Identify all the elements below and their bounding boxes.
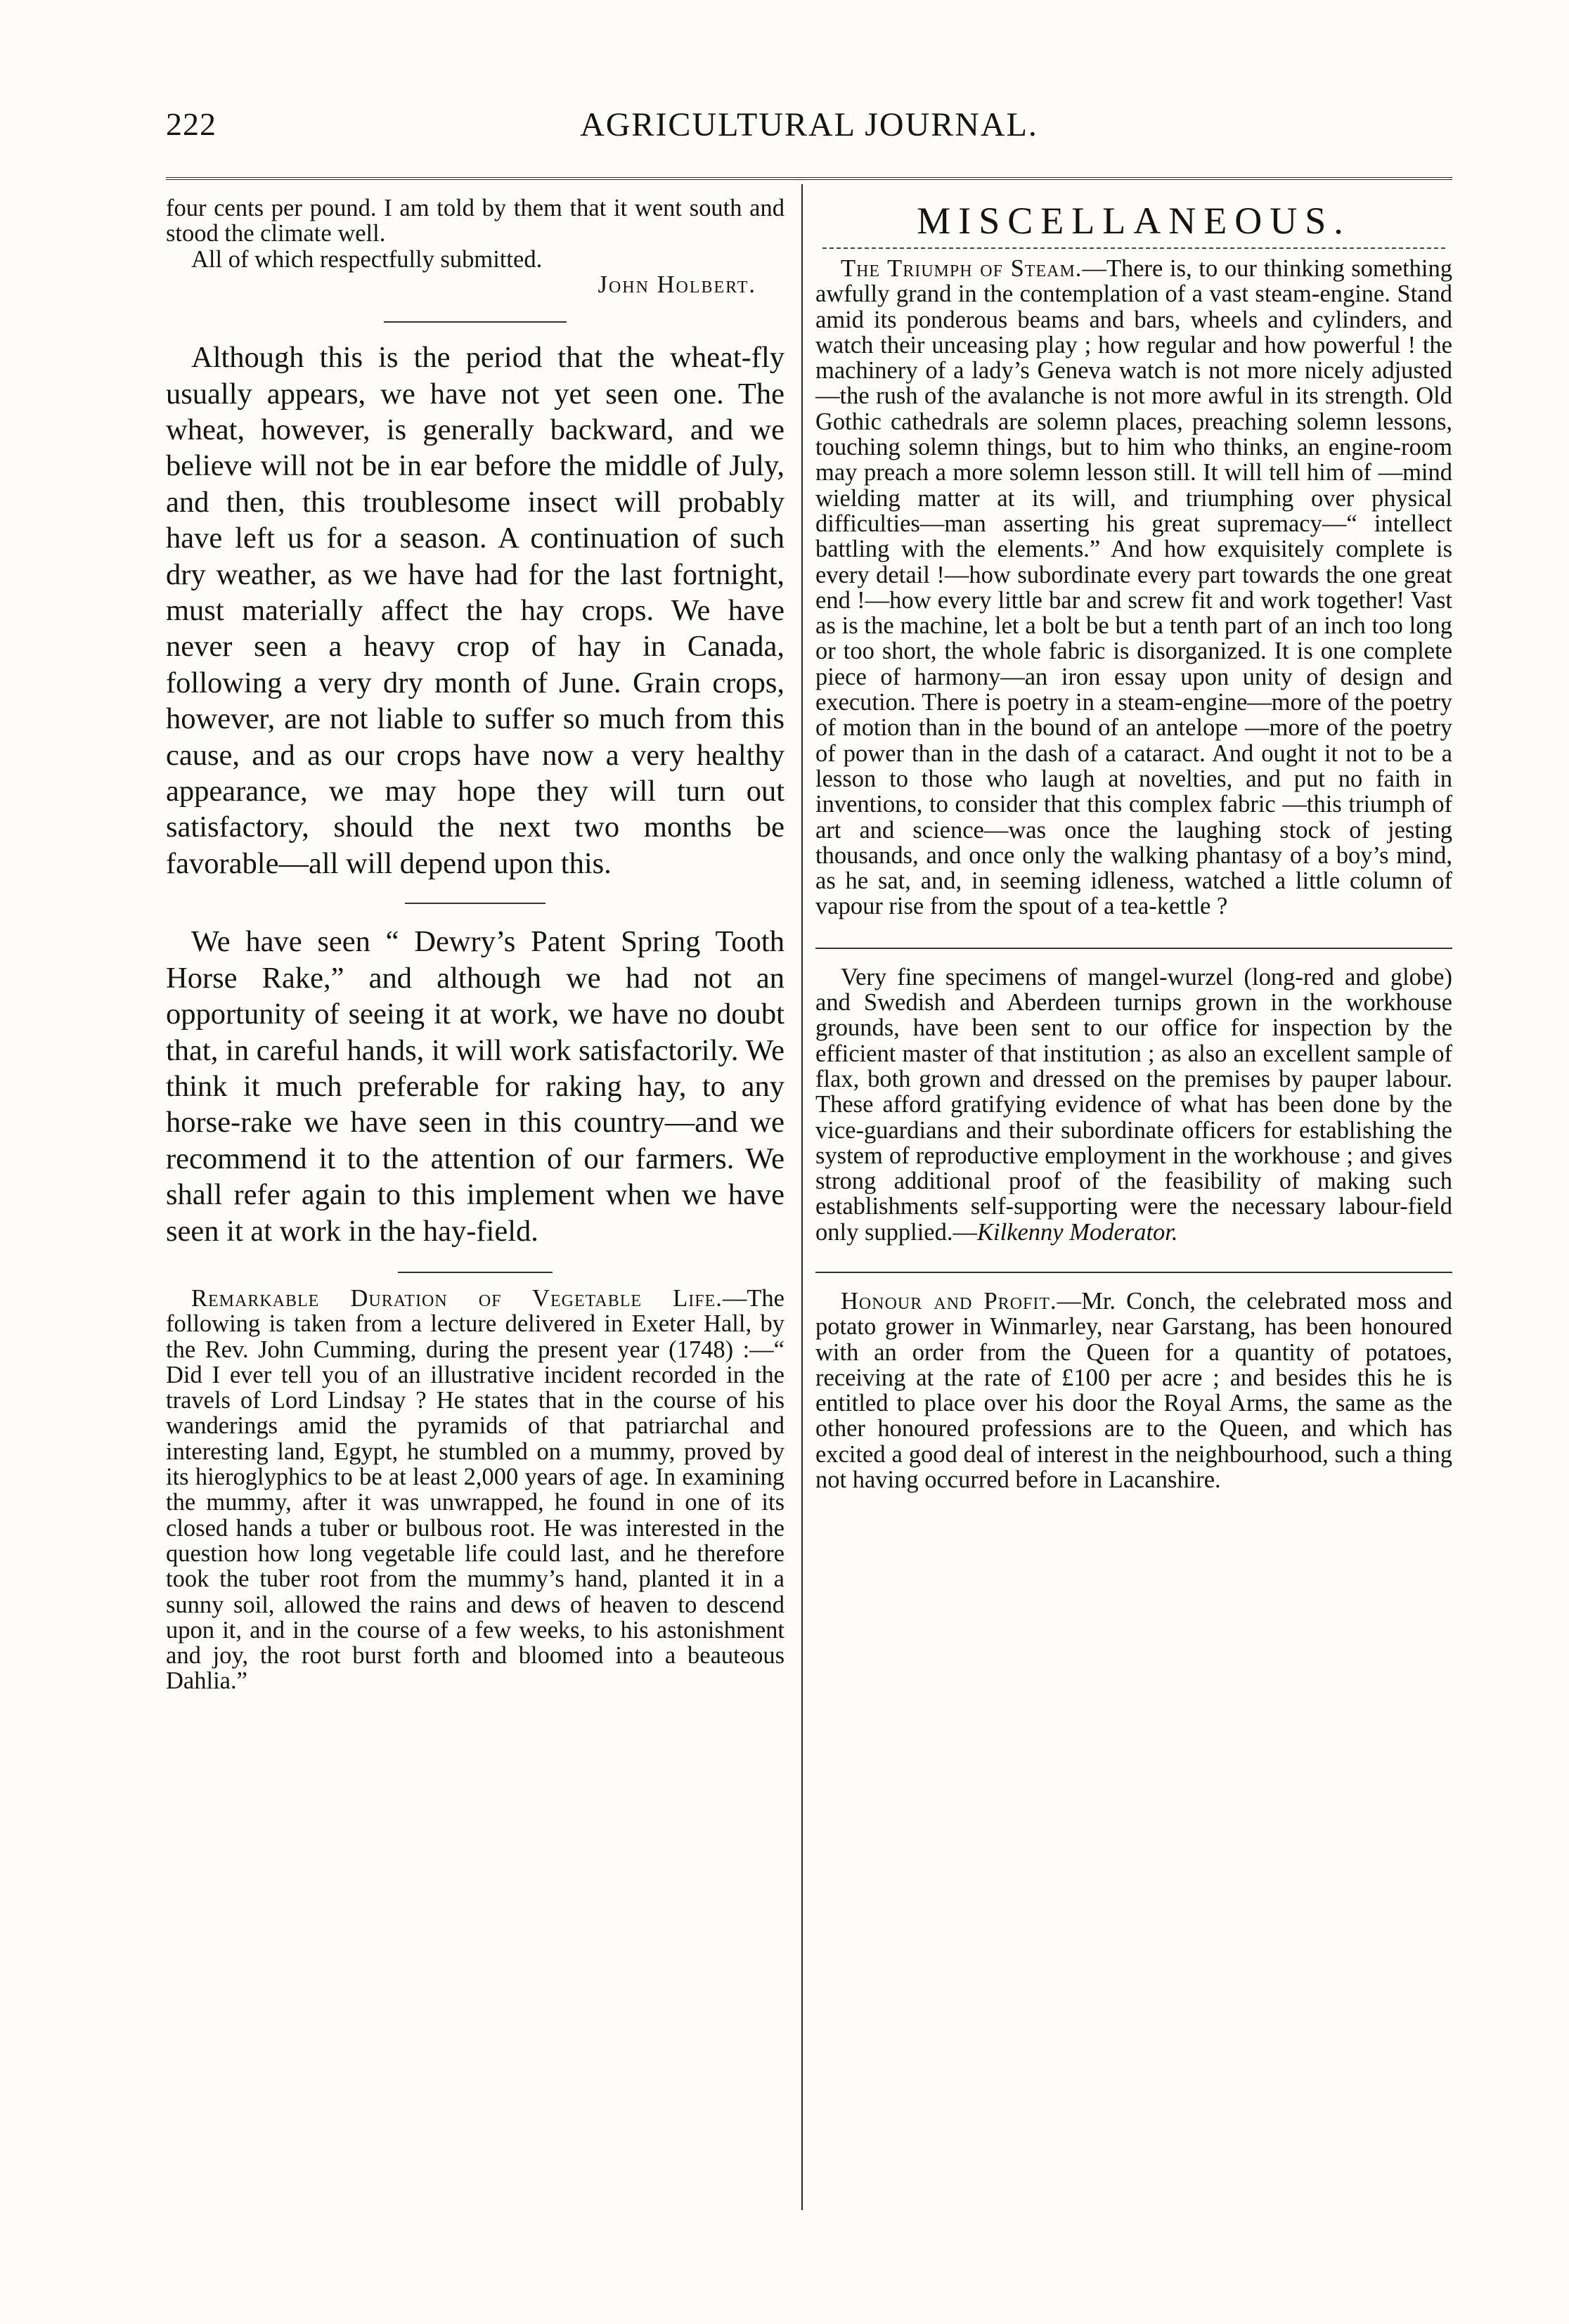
page-header (166, 105, 1452, 159)
journal-title: AGRICULTURAL JOURNAL. (580, 106, 1038, 143)
letter-closing: All of which respectfully submitted. (191, 245, 543, 273)
section-title: MISCELLANEOUS. (917, 200, 1351, 242)
horse-rake-paragraph: We have seen “ Dewry’s Patent Spring Tooth Horse Rake,” and although we had not an opportunity of seeing it at work, we have no doubt that, in careful hands, it will work satisfactorily. We think it much preferable for raking hay, to any horse-rake we have seen in this country—and we recommend it to the attention of our farmers. We shall refer again to this implement when we have seen it at work in the hay-field. (166, 925, 784, 1248)
header-rule (166, 177, 1452, 180)
vegetable-life-body: —The following is taken from a lecture delivered in Exeter Hall, by the Rev. John Cumming, during the present year (1748) :—“ Did I ever tell you of an illustrative incident recorded in the travels of Lord Lindsay ? He states that in the course of his wanderings amid the pyramids of that patriarchal and interesting land, Egypt, he stumbled on a mummy, proved by its hieroglyphics to be at least 2,000 years of age. In examining the mummy, after it was unwrapped, he found in one of its closed hands a tuber or bulbous root. He was interested in the question how long vegetable life could last, and he therefore took the tuber root from the mummy’s hand, planted it in a sunny soil, allowed the rains and dews of heaven to descend upon it, and in the course of a few weeks, to his astonishment and joy, the root burst forth and bloomed into a beauteous Dahlia.” (166, 1284, 784, 1695)
vegetable-life-article (166, 1286, 784, 1694)
steam-body: —There is, to our thinking something awfully grand in the contemplation of a vast steam-engine. Stand amid its ponderous beams and bars, wheels and cylinders, and watch their unceasing play ; how regular and how powerful ! the machinery of a lady’s Geneva watch is not more nicely adjusted—the rush of the avalanche is not more awful in its strength. Old Gothic cathedrals are solemn places, preaching solemn lessons, touching solemn things, but to him who thinks, an engine-room may preach a more solemn lesson still. It will tell him of —mind wielding matter at its will, and triumphing over physical difficulties—man asserting his great supremacy—“ intellect battling with the elements.” And how exquisitely complete is every detail !—how subordinate every part towards the one great end !—how every little bar and screw fit and work together! Vast as is the machine, let a bolt be but a tenth part of an inch too long or too short, the whole fabric is disorganized. It is one complete piece of harmony—an iron essay upon unity of design and execution. There is poetry in a steam-engine—more of the poetry of motion than in the bound of an antelope —more of the poetry of power than in the dash of a cataract. And ought it not to be a lesson to those who laugh at novelties, and put no faith in inventions, to consider that this complex fabric —this triumph of art and science—was once the laughing stock of jesting thousands, and once only the walking phantasy of a boy’s mind, as he sat, and, in seeming idleness, watched a little column of vapour rise from the spout of a tea-kettle ? (815, 255, 1452, 920)
letter-continuation: four cents per pound. I am told by them that it went south and stood the climate well. (166, 195, 784, 247)
vegetable-life-heading: Remarkable Duration of Vegetable Life. (191, 1284, 723, 1312)
right-column (815, 195, 1452, 1492)
column-divider (801, 184, 803, 2210)
mangel-source: Kilkenny Moderator. (977, 1218, 1178, 1246)
page-number: 222 (166, 106, 217, 142)
left-column (166, 195, 784, 1694)
separator-rule (815, 1272, 1452, 1273)
mangel-body: Very fine specimens of mangel-wurzel (long-red and globe) and Swedish and Aberdeen turnips grown in the workhouse grounds, have been sent to our office for inspection by the efficient master of that institution ; as also an excellent sample of flax, both grown and dressed on the premises by pauper labour. These afford gratifying evidence of what has been done by the vice-guardians and their subordinate officers for establishing the system of reproductive employment in the workhouse ; and gives strong additional proof of the feasibility of making such establishments self-supporting were the necessary labour-field only supplied.— (815, 963, 1452, 1246)
mangel-wurzel-article (815, 964, 1452, 1245)
separator-rule (405, 903, 545, 904)
separator-rule (384, 321, 567, 323)
steam-article (815, 256, 1452, 919)
steam-heading: The Triumph of Steam. (841, 255, 1083, 282)
signature-name: John Holbert. (598, 271, 756, 298)
letter-signature (166, 272, 784, 297)
honour-heading: Honour and Profit. (841, 1287, 1057, 1315)
wheat-fly-paragraph: Although this is the period that the wheat-fly usually appears, we have not yet seen one. The wheat, however, is generally backward, and we believe will not be in ear before the middle of July, and then, this troublesome insect will probably have left us for a season. A continuation of such dry weather, as we have had for the last fortnight, must materially affect the hay crops. We have never seen a heavy crop of hay in Canada, following a very dry month of June. Grain crops, however, are not liable to suffer so much from this cause, and as our crops have now a very healthy appearance, we may hope they will turn out satisfactory, should the next two months be favorable—all will depend upon this. (166, 341, 784, 880)
separator-rule (815, 948, 1452, 949)
separator-rule (398, 1272, 553, 1273)
dashed-rule (822, 247, 1445, 249)
honour-body: —Mr. Conch, the celebrated moss and potato grower in Winmarley, near Garstang, has been honoured with an order from the Queen for a quantity of potatoes, receiving at the rate of £100 per acre ; and besides this he is entitled to place over his door the Royal Arms, the same as the other honoured professions are to the Queen, and which has excited a good deal of interest in the neighbourhood, such a thing not having occurred before in Lacanshire. (815, 1287, 1452, 1494)
honour-article (815, 1289, 1452, 1492)
